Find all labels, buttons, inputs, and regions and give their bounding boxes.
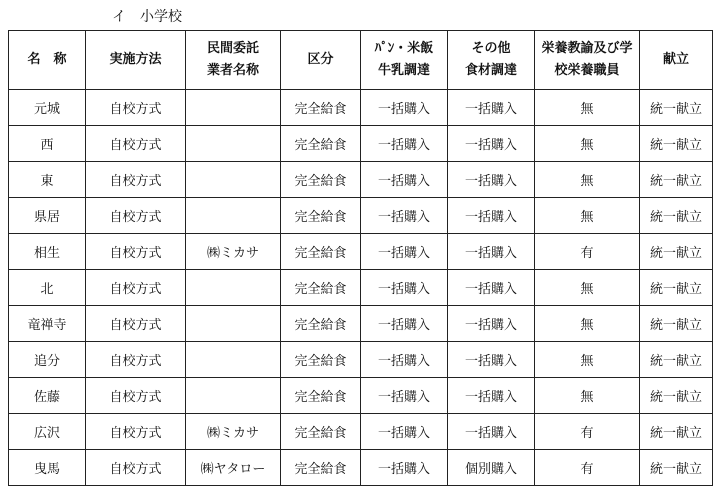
cell-nutrition-staff: 有 (535, 450, 640, 486)
cell-contractor (186, 90, 281, 126)
header-line: ﾊﾟﾝ・米飯 (374, 41, 434, 56)
header-contractor (186, 31, 281, 90)
cell-method: 自校方式 (86, 450, 186, 486)
cell-other-ingredients: 一括購入 (448, 270, 535, 306)
cell-other-ingredients: 一括購入 (448, 414, 535, 450)
table-row (9, 234, 713, 270)
cell-bread-milk: 一括購入 (361, 90, 448, 126)
cell-contractor (186, 198, 281, 234)
cell-other-ingredients: 一括購入 (448, 342, 535, 378)
cell-method: 自校方式 (86, 306, 186, 342)
cell-contractor: ㈱ヤタロー (186, 450, 281, 486)
cell-contractor (186, 306, 281, 342)
cell-other-ingredients: 一括購入 (448, 162, 535, 198)
cell-school-name: 西 (9, 126, 86, 162)
cell-menu: 統一献立 (640, 90, 713, 126)
cell-nutrition-staff: 有 (535, 414, 640, 450)
cell-bread-milk: 一括購入 (361, 378, 448, 414)
header-method (86, 31, 186, 90)
cell-category: 完全給食 (281, 450, 361, 486)
cell-menu: 統一献立 (640, 306, 713, 342)
cell-menu: 統一献立 (640, 234, 713, 270)
cell-bread-milk: 一括購入 (361, 126, 448, 162)
header-name (9, 31, 86, 90)
cell-menu: 統一献立 (640, 450, 713, 486)
cell-method: 自校方式 (86, 378, 186, 414)
cell-method: 自校方式 (86, 234, 186, 270)
cell-other-ingredients: 一括購入 (448, 234, 535, 270)
cell-other-ingredients: 個別購入 (448, 450, 535, 486)
cell-category: 完全給食 (281, 306, 361, 342)
table-row (9, 414, 713, 450)
cell-method: 自校方式 (86, 342, 186, 378)
cell-contractor (186, 378, 281, 414)
table-row (9, 342, 713, 378)
cell-bread-milk: 一括購入 (361, 414, 448, 450)
cell-contractor (186, 342, 281, 378)
cell-category: 完全給食 (281, 198, 361, 234)
header-line: 名 称 (27, 52, 67, 67)
cell-menu: 統一献立 (640, 162, 713, 198)
header-menu (640, 31, 713, 90)
cell-method: 自校方式 (86, 414, 186, 450)
cell-school-name: 元城 (9, 90, 86, 126)
cell-category: 完全給食 (281, 234, 361, 270)
cell-category: 完全給食 (281, 378, 361, 414)
cell-school-name: 広沢 (9, 414, 86, 450)
cell-menu: 統一献立 (640, 198, 713, 234)
cell-category: 完全給食 (281, 414, 361, 450)
cell-contractor (186, 270, 281, 306)
cell-bread-milk: 一括購入 (361, 450, 448, 486)
header-line: 栄養教諭及び学 (541, 41, 633, 56)
cell-other-ingredients: 一括購入 (448, 90, 535, 126)
cell-category: 完全給食 (281, 342, 361, 378)
header-bread-milk (361, 31, 448, 90)
cell-method: 自校方式 (86, 90, 186, 126)
cell-school-name: 追分 (9, 342, 86, 378)
cell-nutrition-staff: 無 (535, 306, 640, 342)
school-lunch-table (8, 30, 713, 486)
cell-nutrition-staff: 無 (535, 270, 640, 306)
table-row (9, 90, 713, 126)
cell-other-ingredients: 一括購入 (448, 378, 535, 414)
table-row (9, 450, 713, 486)
cell-school-name: 北 (9, 270, 86, 306)
table-row (9, 270, 713, 306)
table-row (9, 162, 713, 198)
header-line: 実施方法 (109, 52, 162, 67)
cell-method: 自校方式 (86, 126, 186, 162)
cell-menu: 統一献立 (640, 342, 713, 378)
cell-contractor: ㈱ミカサ (186, 234, 281, 270)
cell-contractor (186, 126, 281, 162)
cell-category: 完全給食 (281, 90, 361, 126)
cell-nutrition-staff: 有 (535, 234, 640, 270)
cell-contractor: ㈱ミカサ (186, 414, 281, 450)
cell-bread-milk: 一括購入 (361, 270, 448, 306)
cell-nutrition-staff: 無 (535, 90, 640, 126)
cell-nutrition-staff: 無 (535, 342, 640, 378)
header-nutrition-staff (535, 31, 640, 90)
header-row (9, 31, 713, 90)
cell-bread-milk: 一括購入 (361, 306, 448, 342)
table-row (9, 126, 713, 162)
cell-nutrition-staff: 無 (535, 378, 640, 414)
table-row (9, 378, 713, 414)
cell-bread-milk: 一括購入 (361, 162, 448, 198)
cell-school-name: 曳馬 (9, 450, 86, 486)
cell-nutrition-staff: 無 (535, 162, 640, 198)
cell-bread-milk: 一括購入 (361, 234, 448, 270)
table-body (9, 90, 713, 486)
cell-other-ingredients: 一括購入 (448, 198, 535, 234)
header-other-ingredients (448, 31, 535, 90)
cell-nutrition-staff: 無 (535, 126, 640, 162)
header-line: その他 (471, 41, 511, 56)
cell-category: 完全給食 (281, 126, 361, 162)
cell-bread-milk: 一括購入 (361, 342, 448, 378)
cell-school-name: 佐藤 (9, 378, 86, 414)
cell-method: 自校方式 (86, 162, 186, 198)
cell-school-name: 相生 (9, 234, 86, 270)
table-row (9, 198, 713, 234)
section-title: イ 小学校 (112, 9, 182, 25)
cell-school-name: 県居 (9, 198, 86, 234)
header-line: 食材調達 (464, 63, 517, 78)
cell-method: 自校方式 (86, 270, 186, 306)
cell-category: 完全給食 (281, 162, 361, 198)
header-line: 牛乳調達 (377, 63, 430, 78)
cell-school-name: 竜禅寺 (9, 306, 86, 342)
header-category (281, 31, 361, 90)
cell-contractor (186, 162, 281, 198)
header-line: 区分 (307, 52, 334, 67)
cell-menu: 統一献立 (640, 270, 713, 306)
header-line: 民間委託 (206, 41, 259, 56)
header-line: 業者名称 (206, 63, 259, 78)
cell-menu: 統一献立 (640, 414, 713, 450)
cell-method: 自校方式 (86, 198, 186, 234)
cell-nutrition-staff: 無 (535, 198, 640, 234)
cell-menu: 統一献立 (640, 126, 713, 162)
header-line: 校栄養職員 (554, 63, 620, 78)
cell-school-name: 東 (9, 162, 86, 198)
header-line: 献立 (662, 52, 689, 67)
table-row (9, 306, 713, 342)
cell-bread-milk: 一括購入 (361, 198, 448, 234)
cell-category: 完全給食 (281, 270, 361, 306)
cell-other-ingredients: 一括購入 (448, 126, 535, 162)
cell-menu: 統一献立 (640, 378, 713, 414)
cell-other-ingredients: 一括購入 (448, 306, 535, 342)
